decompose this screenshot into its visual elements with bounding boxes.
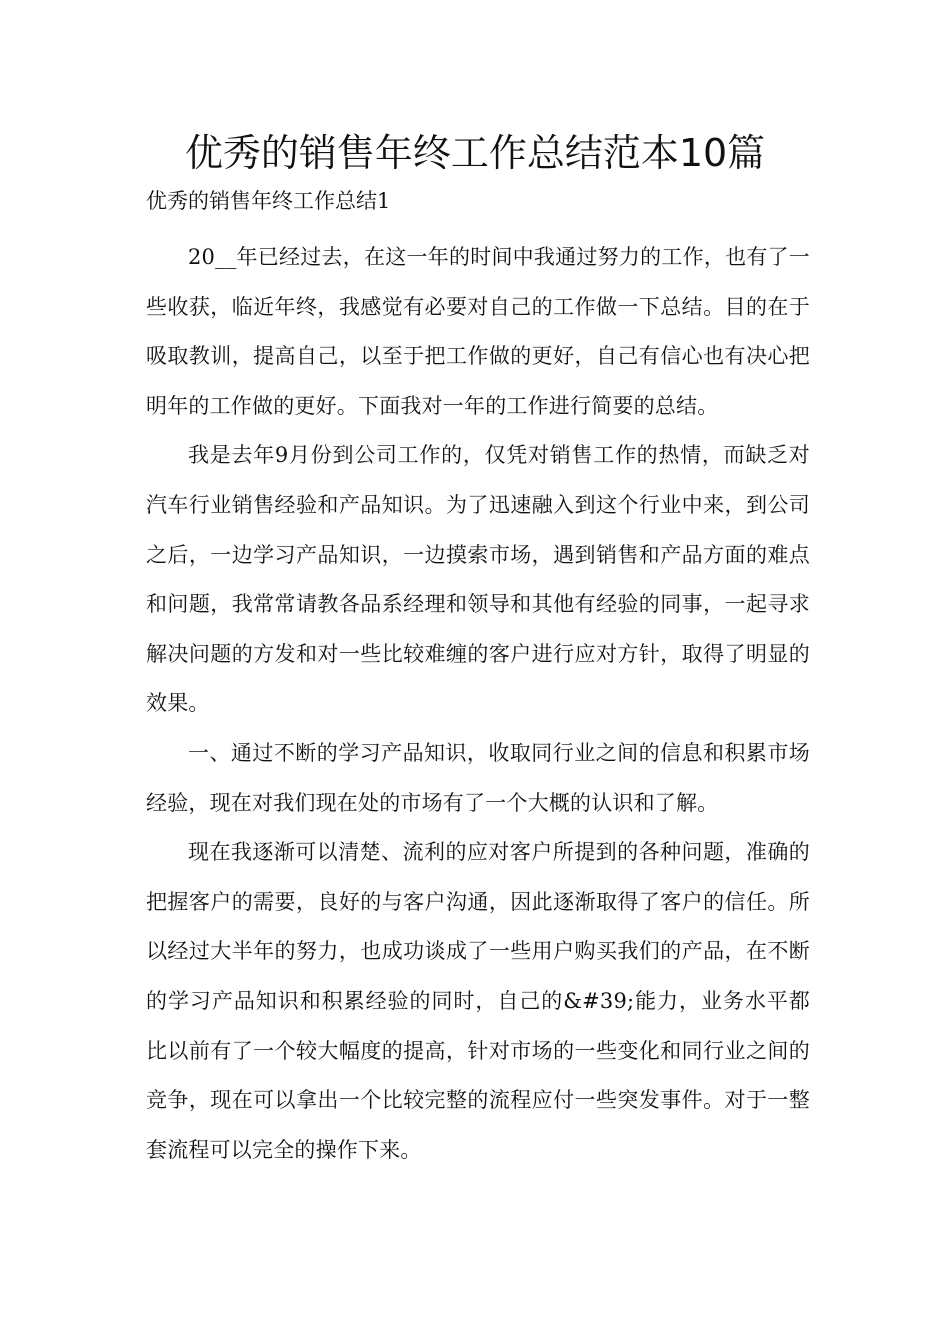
- paragraph: 我是去年9月份到公司工作的，仅凭对销售工作的热情，而缺乏对汽车行业销售经验和产品知识。为了迅速融入到这个行业中来，到公司之后，一边学习产品知识，一边摸索市场，遇到销售和产品方面的难点和问题，我常常请教各品系经理和领导和其他有经验的同事，一起寻求解决问题的方发和对一些比较难缠的客户进行应对方针，取得了明显的效果。: [146, 443, 810, 716]
- document-body: [146, 233, 810, 1175]
- section-heading: 优秀的销售年终工作总结1: [146, 189, 391, 213]
- paragraph: 现在我逐渐可以清楚、流利的应对客户所提到的各种问题，准确的把握客户的需要，良好的与客户沟通，因此逐渐取得了客户的信任。所以经过大半年的努力，也成功谈成了一些用户购买我们的产品，在不断的学习产品知识和积累经验的同时，自己的&#39;能力，业务水平都比以前有了一个较大幅度的提高，针对市场的一些变化和同行业之间的竞争，现在可以拿出一个比较完整的流程应付一些突发事件。对于一整套流程可以完全的操作下来。: [146, 840, 810, 1162]
- document-title: 优秀的销售年终工作总结范本10篇: [184, 131, 766, 175]
- paragraph: 20__年已经过去，在这一年的时间中我通过努力的工作，也有了一些收获，临近年终，我感觉有必要对自己的工作做一下总结。目的在于吸取教训，提高自己，以至于把工作做的更好，自己有信心也有决心把明年的工作做的更好。下面我对一年的工作进行简要的总结。: [146, 245, 810, 418]
- paragraph: 一、通过不断的学习产品知识，收取同行业之间的信息和积累市场经验，现在对我们现在处的市场有了一个大概的认识和了解。: [146, 740, 810, 815]
